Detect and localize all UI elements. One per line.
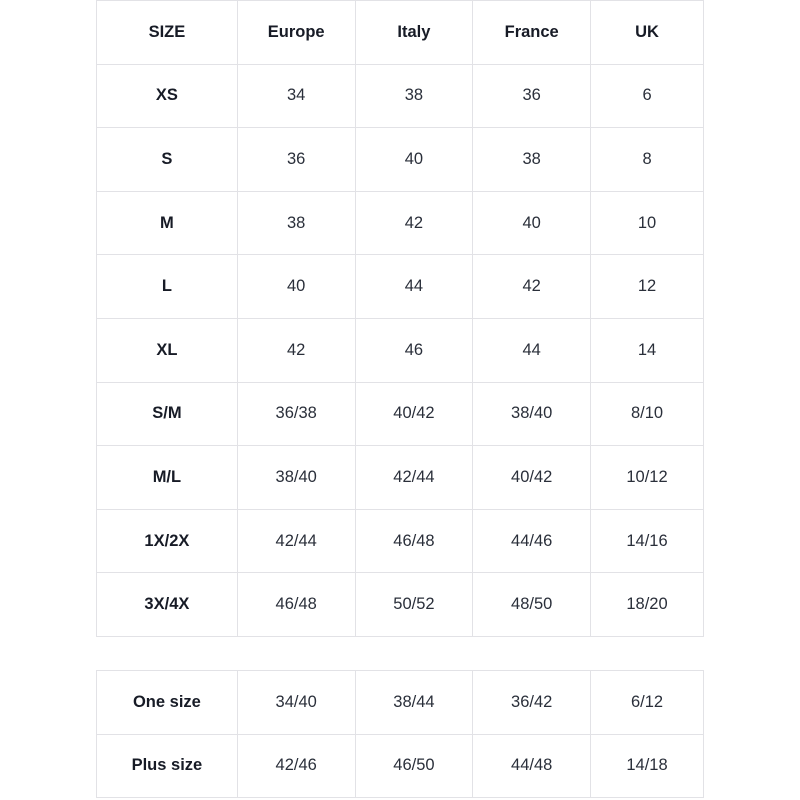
table-row xyxy=(97,446,704,510)
cell-france: 44/46 xyxy=(473,509,591,573)
row-label: XS xyxy=(97,64,238,128)
cell-france: 44/48 xyxy=(473,734,591,798)
cell-france: 48/50 xyxy=(473,573,591,637)
cell-italy: 42/44 xyxy=(355,446,473,510)
cell-uk: 6/12 xyxy=(591,670,704,734)
table-body xyxy=(97,670,704,797)
cell-uk: 18/20 xyxy=(591,573,704,637)
table-row xyxy=(97,128,704,192)
row-label: One size xyxy=(97,670,238,734)
table-row xyxy=(97,734,704,798)
cell-france: 36 xyxy=(473,64,591,128)
cell-italy: 44 xyxy=(355,255,473,319)
cell-france: 40 xyxy=(473,191,591,255)
cell-europe: 34 xyxy=(237,64,355,128)
column-header-size: SIZE xyxy=(97,1,238,65)
cell-france: 38/40 xyxy=(473,382,591,446)
row-label: L xyxy=(97,255,238,319)
cell-italy: 50/52 xyxy=(355,573,473,637)
cell-uk: 6 xyxy=(591,64,704,128)
cell-uk: 14/18 xyxy=(591,734,704,798)
table-row xyxy=(97,382,704,446)
cell-europe: 42/46 xyxy=(237,734,355,798)
cell-italy: 40/42 xyxy=(355,382,473,446)
cell-uk: 10 xyxy=(591,191,704,255)
cell-france: 40/42 xyxy=(473,446,591,510)
table-row xyxy=(97,318,704,382)
cell-europe: 34/40 xyxy=(237,670,355,734)
cell-france: 42 xyxy=(473,255,591,319)
table-header-row xyxy=(97,1,704,65)
cell-italy: 46/48 xyxy=(355,509,473,573)
table-row xyxy=(97,191,704,255)
cell-italy: 46/50 xyxy=(355,734,473,798)
table-gap-divider xyxy=(96,637,704,670)
column-header-europe: Europe xyxy=(237,1,355,65)
table-row xyxy=(97,255,704,319)
column-header-france: France xyxy=(473,1,591,65)
table-row xyxy=(97,573,704,637)
row-label: M/L xyxy=(97,446,238,510)
cell-uk: 10/12 xyxy=(591,446,704,510)
cell-europe: 36 xyxy=(237,128,355,192)
cell-italy: 42 xyxy=(355,191,473,255)
cell-italy: 38/44 xyxy=(355,670,473,734)
cell-europe: 40 xyxy=(237,255,355,319)
cell-france: 44 xyxy=(473,318,591,382)
column-header-uk: UK xyxy=(591,1,704,65)
row-label: M xyxy=(97,191,238,255)
table-header xyxy=(97,1,704,65)
row-label: S xyxy=(97,128,238,192)
cell-europe: 46/48 xyxy=(237,573,355,637)
table-row xyxy=(97,64,704,128)
cell-uk: 8/10 xyxy=(591,382,704,446)
cell-europe: 36/38 xyxy=(237,382,355,446)
cell-europe: 38/40 xyxy=(237,446,355,510)
cell-europe: 38 xyxy=(237,191,355,255)
cell-uk: 8 xyxy=(591,128,704,192)
cell-italy: 40 xyxy=(355,128,473,192)
cell-uk: 14/16 xyxy=(591,509,704,573)
cell-uk: 12 xyxy=(591,255,704,319)
table-row xyxy=(97,509,704,573)
cell-italy: 46 xyxy=(355,318,473,382)
cell-france: 36/42 xyxy=(473,670,591,734)
row-label: 3X/4X xyxy=(97,573,238,637)
row-label: XL xyxy=(97,318,238,382)
row-label: 1X/2X xyxy=(97,509,238,573)
cell-italy: 38 xyxy=(355,64,473,128)
one-size-conversion-table xyxy=(96,670,704,798)
cell-france: 38 xyxy=(473,128,591,192)
row-label: Plus size xyxy=(97,734,238,798)
cell-europe: 42 xyxy=(237,318,355,382)
table-row xyxy=(97,670,704,734)
size-conversion-table xyxy=(96,0,704,637)
cell-europe: 42/44 xyxy=(237,509,355,573)
cell-uk: 14 xyxy=(591,318,704,382)
row-label: S/M xyxy=(97,382,238,446)
table-body xyxy=(97,64,704,636)
column-header-italy: Italy xyxy=(355,1,473,65)
